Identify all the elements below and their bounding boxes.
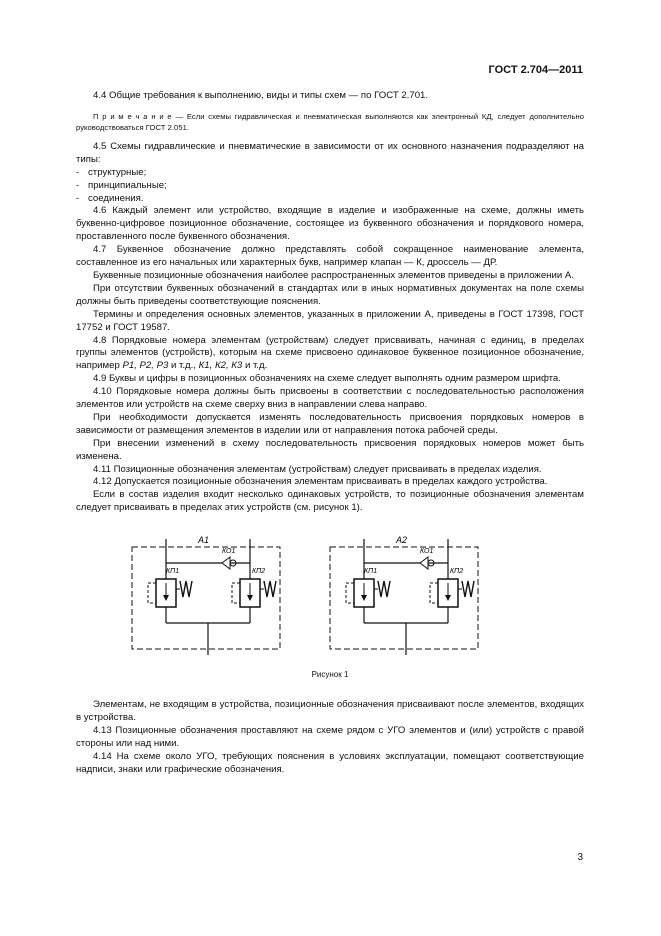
clause-4-14: 4.14 На схеме около УГО, требующих пояснения в условиях эксплуатации, помещают соответствующие надписи, знаки или графические обозначения. (76, 750, 584, 775)
clause-4-10: 4.10 Порядковые номера должны быть присвоены в соответствии с последовательностью расположения элементов или устройств на схеме сверху вниз в направлении слева направо. (76, 386, 584, 411)
type-item: - соединения. (76, 193, 584, 206)
clause-4-9: 4.9 Буквы и цифры в позиционных обозначениях на схеме следует выполнять одним размером шрифта. (93, 373, 561, 385)
figure-caption: Рисунок 1 (311, 670, 349, 680)
clause-4-10-b: При необходимости допускается изменять последовательность присвоения порядковых номеров в зависимости от размещения элементов в изделии или от направления потока рабочей среды. (76, 411, 584, 436)
clause-4-7: 4.7 Буквенное обозначение должно представлять собой сокращенное наименование элемента, составленное из его начальных или характерных букв, например клапан — К, дроссель — ДР. (76, 244, 584, 269)
clause-4-7-b: Буквенные позиционные обозначения наиболее распространенных элементов приведены в приложении А. (93, 269, 574, 281)
clause-4-11: 4.11 Позиционные обозначения элементам (устройствам) следует присваивать в пределах изделия. (93, 463, 542, 475)
clause-4-10-c: При внесении изменений в схему последовательность присвоения порядковых номеров может быть изменена. (76, 437, 584, 462)
clause-4-8-text: 4.8 Порядковые номера элементам (устройствам) следует присваивать, начиная с единиц, в пределах группы элементов (устройств), которым на схеме присвоено одинаковое буквенное позиционное обозначение, например (76, 334, 584, 372)
page-number: 3 (577, 852, 583, 863)
document-code: ГОСТ 2.704—2011 (488, 64, 583, 76)
check-valve-label: КО1 (222, 548, 236, 556)
hydraulic-diagram (76, 521, 584, 661)
device-label: А1 (198, 535, 210, 546)
device-label: А2 (396, 535, 408, 546)
clause-4-8-mid: и т.д., (171, 360, 196, 372)
example-designations-k: К1, К2, К3 (198, 360, 243, 372)
clause-4-12: 4.12 Допускается позиционные обозначения элементам присваивать в пределах каждого устройства. (93, 476, 548, 488)
check-valve-label: КО1 (420, 548, 434, 556)
valve-label: КП1 (166, 568, 180, 576)
clause-4-8-end: и т.д. (244, 360, 268, 372)
clause-4-13: 4.13 Позиционные обозначения проставляют на схеме рядом с УГО элементов и (или) устройств с правой стороны или над ними. (76, 725, 584, 749)
note: П р и м е ч а н и е — Если схемы гидравлическая и пневматическая выполняются как электронный КД, следует дополнительно руководствоваться ГОСТ 2.051. (76, 111, 584, 132)
page-content (76, 90, 584, 777)
example-designations-p: Р1, Р2, Р3 (122, 360, 169, 372)
valve-label: КП2 (252, 568, 266, 576)
type-item: - структурные; (76, 167, 584, 180)
clause-4-6: 4.6 Каждый элемент или устройство, входящие в изделие и изображенные на схеме, должны иметь буквенно-цифровое позиционное обозначение, состоящее из буквенного обозначения и порядкового номера, проставленного после буквенного обозначения. (76, 205, 584, 243)
clause-4-12-b: Если в состав изделия входит несколько одинаковых устройств, то позиционные обозначения элементам следует присваивать в пределах этих устройств (см. рисунок 1). (76, 489, 584, 514)
valve-label: КП2 (450, 568, 464, 576)
clause-4-7-c: При отсутствии буквенных обозначений в стандартах или в иных нормативных документах на поле схемы должны быть приведены соответствующие пояснения. (76, 282, 584, 307)
clause-4-8 (76, 335, 584, 374)
clause-4-7-d: Термины и определения основных элементов, указанных в приложении А, приведены в ГОСТ 17398, ГОСТ 17752 и ГОСТ 19587. (76, 308, 584, 333)
clause-4-4: 4.4 Общие требования к выполнению, виды и типы схем — по ГОСТ 2.701. (93, 90, 429, 101)
valve-label: КП1 (364, 568, 378, 576)
figure-1 (76, 521, 584, 699)
clause-4-12-c: Элементам, не входящим в устройства, позиционные обозначения присваивают после элементов, входящих в устройства. (76, 699, 584, 724)
clause-4-5: 4.5 Схемы гидравлические и пневматические в зависимости от их основного назначения подразделяют на типы: (76, 140, 584, 165)
type-item: - принципиальные; (76, 180, 584, 193)
